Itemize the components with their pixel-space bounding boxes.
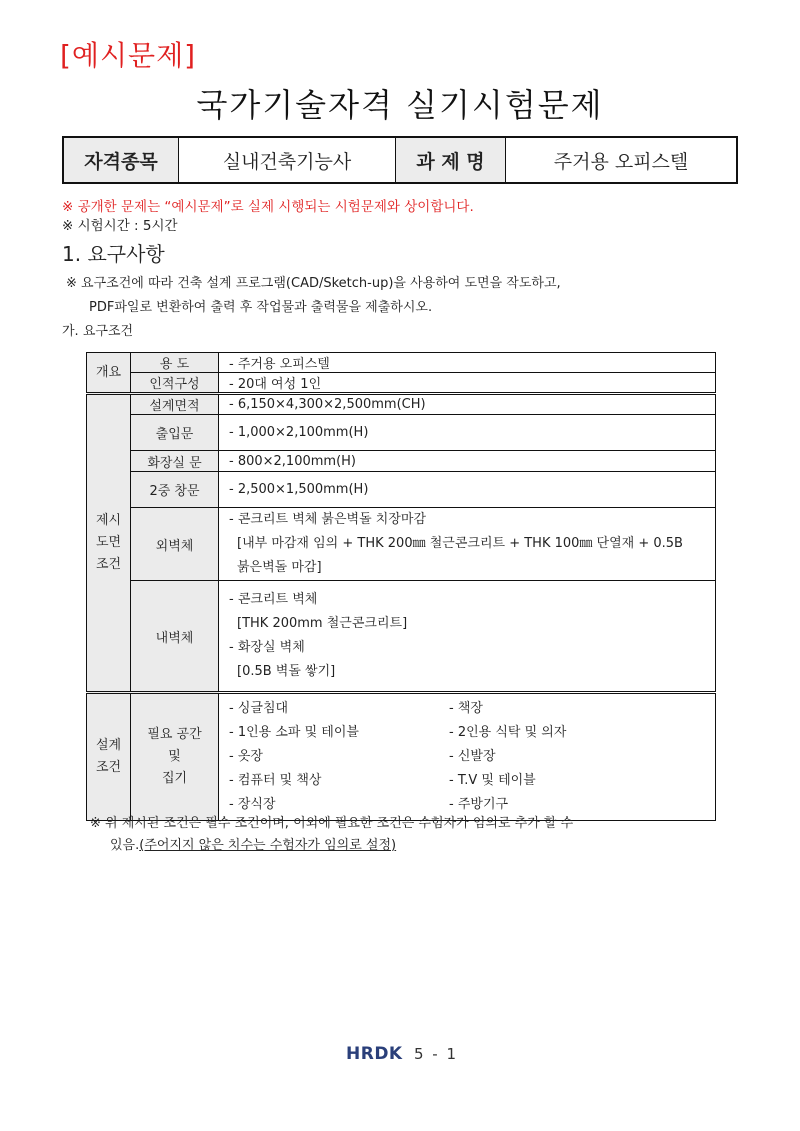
task-label: 과 제 명 (396, 138, 506, 182)
space-label-line: 집기 (161, 771, 188, 786)
qualification-info-table (62, 136, 738, 184)
item: - 1인용 소파 및 테이블 (229, 725, 359, 740)
item: - T.V 및 테이블 (449, 773, 536, 788)
hrdk-logo: HRDK (346, 1044, 403, 1064)
example-tag: [예시문제] (60, 39, 197, 72)
ext-wall-label: 외벽체 (131, 508, 219, 581)
item: - 책장 (449, 701, 483, 716)
door-label: 출입문 (131, 415, 219, 451)
task-value: 주거용 오피스텔 (553, 150, 689, 173)
use-value: - 주거용 오피스텔 (219, 353, 716, 373)
footnote-prefix: 있음. (110, 838, 140, 853)
group-label-line: 제시 (95, 513, 122, 528)
space-label-line: 필요 공간 (147, 727, 202, 742)
items-value (219, 693, 716, 821)
use-label: 용 도 (131, 353, 219, 373)
footnote-underlined: (주어지지 않은 치수는 수험자가 임의로 설정) (139, 838, 397, 853)
item: - 신발장 (449, 749, 496, 764)
given-drawing-group-cell (87, 394, 131, 693)
people-label: 인적구성 (131, 373, 219, 394)
field-label: 자격종목 (64, 138, 179, 182)
int-wall-label: 내벽체 (131, 581, 219, 693)
conditions-table (86, 352, 716, 821)
public-notice: ※ 공개한 문제는 “예시문제”로 실제 시행되는 시험문제와 상이합니다. (62, 199, 474, 215)
page-title: 국가기술자격 실기시험문제 (196, 86, 604, 124)
group-label-line: 조건 (95, 760, 122, 775)
people-value: - 20대 여성 1인 (219, 373, 716, 394)
bath-door-value: - 800×2,100mm(H) (219, 451, 716, 472)
overview-group-cell: 개요 (87, 353, 131, 394)
field-value: 실내건축기능사 (179, 138, 396, 182)
section-heading: 1. 요구사항 (62, 242, 165, 266)
items-row (229, 721, 715, 745)
int-wall-line: - 화장실 벽체 (229, 640, 305, 655)
design-group-cell (87, 693, 131, 821)
sub-heading: 가. 요구조건 (62, 324, 134, 339)
ext-wall-line: 붉은벽돌 마감] (237, 560, 322, 575)
exam-time-notice: ※ 시험시간 : 5시간 (62, 218, 178, 234)
int-wall-line: [THK 200mm 철근콘크리트] (237, 616, 408, 631)
group-label-line: 설계 (95, 738, 122, 753)
footnote-line: ※ 위 제시된 조건은 필수 조건이며, 이외에 필요한 조건은 수험자가 임의로 추가 할 수 (90, 816, 574, 831)
int-wall-value (219, 581, 716, 693)
window-label: 2중 창문 (131, 472, 219, 508)
ext-wall-value (219, 508, 716, 581)
ext-wall-line: [내부 마감재 임의 + THK 200㎜ 철근콘크리트 + THK 100㎜ 단열재 + 0.5B (237, 536, 683, 551)
ext-wall-line: - 콘크리트 벽체 붉은벽돌 치장마감 (229, 512, 427, 527)
bath-door-label: 화장실 문 (131, 451, 219, 472)
items-row (229, 697, 715, 721)
items-row (229, 745, 715, 769)
int-wall-line: - 콘크리트 벽체 (229, 592, 318, 607)
space-label (131, 693, 219, 821)
item: - 주방기구 (449, 797, 509, 812)
group-label-line: 도면 (95, 535, 122, 550)
item: - 컴퓨터 및 책상 (229, 773, 322, 788)
door-value: - 1,000×2,100mm(H) (219, 415, 716, 451)
item: - 옷장 (229, 749, 263, 764)
int-wall-line: [0.5B 벽돌 쌓기] (237, 664, 336, 679)
items-row (229, 769, 715, 793)
group-label-line: 조건 (95, 557, 122, 572)
page-number: 5 - 1 (414, 1045, 459, 1063)
requirement-line: PDF파일로 변환하여 출력 후 작업물과 출력물을 제출하시오. (89, 300, 433, 315)
area-label: 설계면적 (131, 394, 219, 415)
window-value: - 2,500×1,500mm(H) (219, 472, 716, 508)
item: - 장식장 (229, 797, 276, 812)
item: - 2인용 식탁 및 의자 (449, 725, 567, 740)
requirement-line: ※ 요구조건에 따라 건축 설계 프로그램(CAD/Sketch-up)을 사용하여 도면을 작도하고, (66, 276, 561, 291)
footnote-line (110, 834, 396, 853)
space-label-line: 및 (168, 749, 181, 764)
area-value: - 6,150×4,300×2,500mm(CH) (219, 394, 716, 415)
item: - 싱글침대 (229, 701, 289, 716)
